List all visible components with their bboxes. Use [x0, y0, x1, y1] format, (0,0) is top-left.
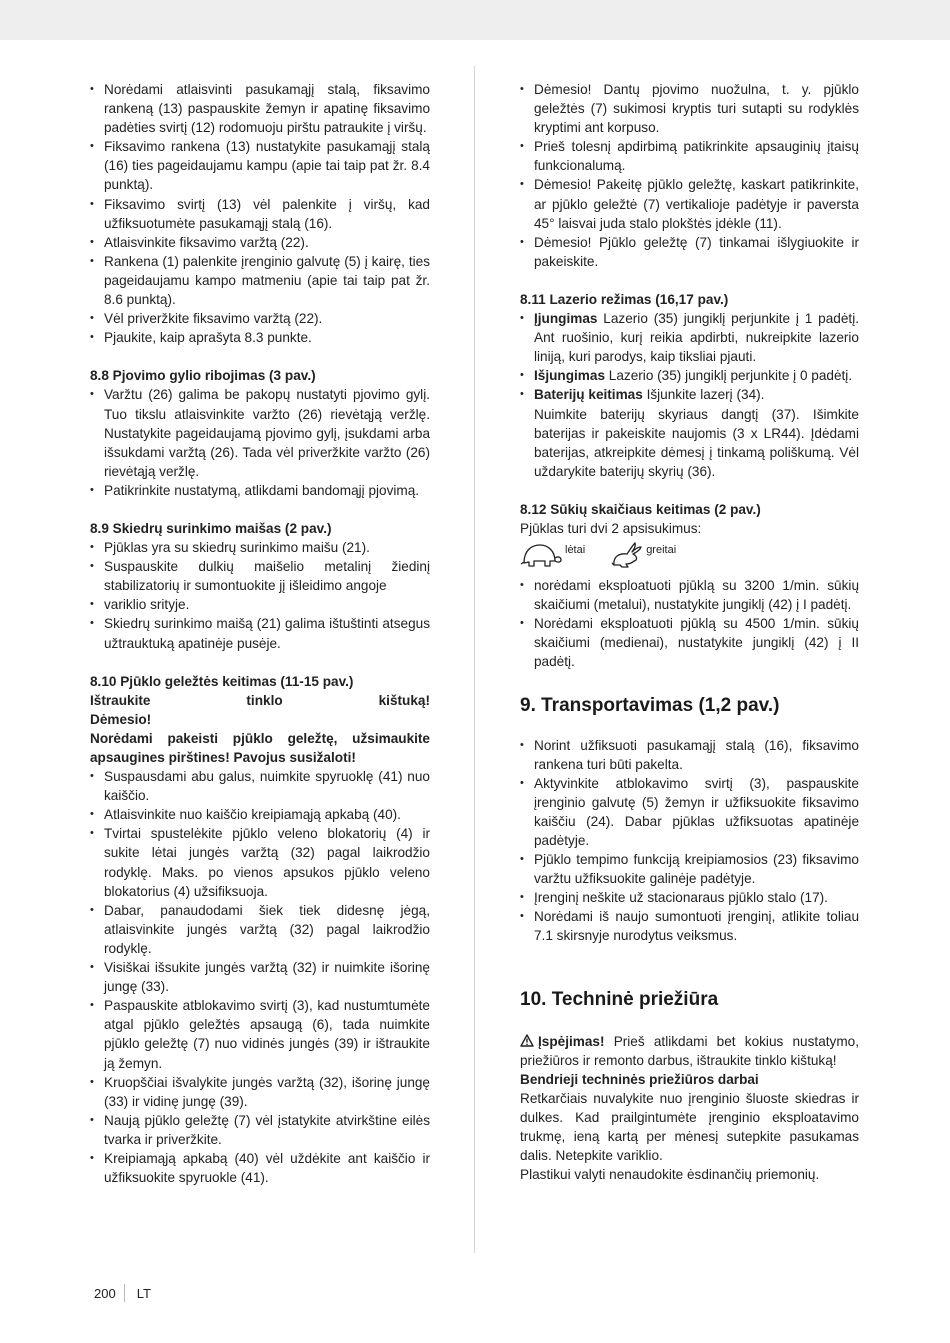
list-item	[520, 309, 859, 366]
turtle-icon	[520, 541, 562, 569]
battery-text: Išjunkite lazerį (34).	[642, 387, 765, 403]
warning-unplug: Ištraukite tinklo kištuką!	[90, 692, 430, 708]
list-item: • Varžtu (26) galima be pakopų nustatyti pjovimo gylį. Tuo tikslu atlaisvinkite varžto (26) rievėtąją veržlę. Nustatykite pageidaujamą pjovimo gylį, įsukdami arba išsukdami varžtą (26). Tada vėl priveržkite varžto (26) rievėtąją veržlę.	[90, 385, 430, 480]
warning-gloves: Norėdami pakeisti pjūklo geležtę, užsimaukite apsaugines pirštines! Pavojus susižaloti!	[90, 730, 430, 765]
section-title-8-11: 8.11 Lazerio režimas (16,17 pav.)	[520, 291, 729, 307]
list-item: • Fiksavimo rankena (13) nustatykite pasukamąjį stalą (16) ties pageidaujamu kampu (apie tai taip pat žr. 8.4 punktą).	[90, 137, 430, 194]
list-item: • Kreipiamąją apkabą (40) vėl uždėkite ant kaiščio ir užfiksuokite spyruokle (41).	[90, 1149, 430, 1187]
list-item: • norėdami eksploatuoti pjūklą su 3200 1/min. sūkių skaičiumi (metalui), nustatykite jungiklį (42) į I padėtį.	[520, 576, 859, 614]
footer-divider	[124, 1284, 125, 1302]
speed-slow	[520, 541, 585, 569]
section-title-10: 10. Techninė priežiūra	[520, 988, 719, 1010]
section-8-10-list	[90, 767, 430, 1187]
section-title-8-9: 8.9 Skiedrų surinkimo maišas (2 pav.)	[90, 520, 332, 536]
laser-off-text: Lazerio (35) jungiklį perjunkite į 0 padėtį.	[605, 368, 853, 384]
list-item: • Atlaisvinkite fiksavimo varžtą (22).	[90, 233, 430, 252]
section-title-9: 9. Transportavimas (1,2 pav.)	[520, 694, 780, 716]
blade-notes-list	[520, 80, 859, 271]
maintenance-paragraph-2: Plastikui valyti nenaudokite ėsdinančių priemonių.	[520, 1167, 820, 1183]
list-item: • Dėmesio! Pjūklo geležtę (7) tinkamai išlygiuokite ir pakeiskite.	[520, 233, 859, 271]
list-item: • Fiksavimo svirtį (13) vėl palenkite į viršų, kad užfiksuotumėte pasukamąjį stalą (16).	[90, 195, 430, 233]
right-column	[520, 80, 859, 1184]
maintenance-warning	[520, 1032, 859, 1070]
list-item: • Paspauskite atblokavimo svirtį (3), kad nustumtumėte atgal pjūklo geležtės apsaugą (6), tada nuimkite pjūklo geležtę (7) nuo vidinės jungės (39) ir ištraukite ją žemyn.	[90, 996, 430, 1072]
battery-label: Baterijų keitimas	[534, 387, 643, 403]
list-item: • Tvirtai spustelėkite pjūklo veleno blokatorių (4) ir sukite lėtai jungės varžtą (32) pagal laikrodžio rodyklę. Maks. po vienos apsukos pjūklo veleno blokatorius (4) užsifiksuoja.	[90, 824, 430, 900]
column-divider	[474, 66, 475, 1253]
list-item: • Įrenginį neškite už stacionaraus pjūklo stalo (17).	[520, 888, 859, 907]
laser-off-label: Išjungimas	[534, 368, 606, 384]
page-footer	[94, 1284, 151, 1302]
language-code: LT	[136, 1285, 151, 1301]
list-item: • Aktyvinkite atblokavimo svirtį (3), paspauskite įrenginio galvutę (5) žemyn ir užfiksuokite fiksavimo kaiščiu (24). Dabar pjūklas užfiksuotas apatinėje padėtyje.	[520, 774, 859, 850]
list-item: • Pjūklo tempimo funkciją kreipiamosios (23) fiksavimo varžtu užfiksuokite galinėje padėtyje.	[520, 850, 859, 888]
battery-text-2: Nuimkite baterijų skyriaus dangtį (37). Išimkite baterijas ir pakeiskite naujomis (3 x LR44). Įdėdami baterijas, atkreipkite dėmesį į tinkamą poliškumą. Vėl uždarykite baterijų skyrių (36).	[534, 406, 859, 479]
section-title-8-10: 8.10 Pjūklo geležtės keitimas (11-15 pav.)	[90, 673, 354, 689]
warning-triangle-icon	[520, 1034, 534, 1047]
top-header-band	[0, 0, 950, 40]
list-item: • Rankena (1) palenkite įrenginio galvutę (5) į kairę, ties pageidaujamu kampo matmeniu (apie tai taip pat žr. 8.6 punktą).	[90, 252, 430, 309]
rabbit-icon	[611, 541, 643, 569]
laser-on-text: Lazerio (35) jungiklį perjunkite į 1 padėtį. Ant ruošinio, kurį reikia apdirbti, nukreipkite lazerio liniją, kuri parodys, kaip tiksliai pjauti.	[534, 311, 859, 365]
list-item: • Visiškai išsukite jungės varžtą (32) ir nuimkite išorinę jungę (33).	[90, 958, 430, 996]
list-item: • Naują pjūklo geležtę (7) vėl įstatykite atvirkštine eilės tvarka ir priveržkite.	[90, 1111, 430, 1149]
list-item: • Prieš tolesnį apdirbimą patikrinkite apsauginių įtaisų funkcionalumą.	[520, 137, 859, 175]
list-item: • Kruopščiai išvalykite jungės varžtą (32), išorinę jungę (33) ir vidinę jungę (39).	[90, 1073, 430, 1111]
list-item: • Suspauskite dulkių maišelio metalinį žiedinį stabilizatorių ir sumontuokite jį išleidimo angoje	[90, 557, 430, 595]
section-title-8-8: 8.8 Pjovimo gylio ribojimas (3 pav.)	[90, 368, 316, 384]
speed-slow-label: lėtai	[565, 544, 586, 557]
list-item: • Skiedrų surinkimo maišą (21) galima ištuštinti atsegus užtrauktuką apatinėje pusėje.	[90, 614, 430, 652]
list-item: • Pjūklas yra su skiedrų surinkimo maišu (21).	[90, 538, 430, 557]
list-item: • Norėdami iš naujo sumontuoti įrenginį, atlikite toliau 7.1 skirsnyje nurodytus veiksmus.	[520, 907, 859, 945]
speed-icons-row	[520, 538, 859, 572]
section-8-11-list	[520, 309, 859, 481]
list-item: • Norint užfiksuoti pasukamąjį stalą (16), fiksavimo rankena turi būti pakelta.	[520, 736, 859, 774]
section-8-9-list	[90, 538, 430, 653]
list-item: • Atlaisvinkite nuo kaiščio kreipiamąją apkabą (40).	[90, 805, 430, 824]
list-item	[520, 385, 859, 480]
speed-fast-label: greitai	[646, 544, 677, 557]
list-item: • Norėdami eksploatuoti pjūklą su 4500 1/min. sūkių skaičiumi (medienai), nustatykite jungiklį (42) į II padėtį.	[520, 614, 859, 671]
warning-text: Prieš atlikdami bet kokius nustatymo, priežiūros ir remonto darbus, ištraukite tinklo kištuką!	[520, 1033, 859, 1068]
section-8-8-list	[90, 385, 430, 500]
laser-on-label: Įjungimas	[534, 311, 598, 327]
warning-label: Įspėjimas!	[538, 1033, 605, 1049]
speed-fast	[611, 541, 676, 569]
maintenance-paragraph-1: Retkarčiais nuvalykite nuo įrenginio šluoste skiedras ir dulkes. Kad prailgintumėte įrenginio eksploatavimo trukmę, ieną kartą per mėnesį sutepkite pasukamas dalis. Netepkite variklio.	[520, 1090, 859, 1164]
list-item: • Dabar, panaudodami šiek tiek didesnę jėgą, atlaisvinkite jungės varžtą (32) pagal laikrodžio rodyklę.	[90, 901, 430, 958]
list-item: • Pjaukite, kaip aprašyta 8.3 punkte.	[90, 328, 430, 347]
intro-list	[90, 80, 430, 347]
list-item: • Dėmesio! Dantų pjovimo nuožulna, t. y. pjūklo geležtės (7) sukimosi kryptis turi sutapti su rodyklės kryptimi ant korpuso.	[520, 80, 859, 137]
list-item: • Dėmesio! Pakeitę pjūklo geležtę, kaskart patikrinkite, ar pjūklo geležtė (7) vertikalioje padėtyje ir paversta 45° laisvai juda stalo plokštės įdėkle (11).	[520, 175, 859, 232]
speed-intro: Pjūklas turi dvi 2 apsisukimus:	[520, 520, 702, 536]
list-item: • Patikrinkite nustatymą, atlikdami bandomąjį pjovimą.	[90, 481, 430, 500]
list-item: • Norėdami atlaisvinti pasukamąjį stalą, fiksavimo rankeną (13) paspauskite žemyn ir apatinę fiksavimo padėties svirtį (12) rodomuoju pirštu patraukite į viršų.	[90, 80, 430, 137]
list-item: • Vėl priveržkite fiksavimo varžtą (22).	[90, 309, 430, 328]
left-column	[90, 80, 430, 1187]
section-9-list	[520, 736, 859, 946]
section-title-8-12: 8.12 Sūkių skaičiaus keitimas (2 pav.)	[520, 501, 761, 517]
section-8-12-list	[520, 576, 859, 671]
list-item: • Suspausdami abu galus, nuimkite spyruoklę (41) nuo kaiščio.	[90, 767, 430, 805]
list-item	[520, 366, 859, 385]
warning-attention: Dėmesio!	[90, 711, 152, 727]
list-item: • variklio srityje.	[90, 595, 430, 614]
maintenance-subtitle: Bendrieji techninės priežiūros darbai	[520, 1071, 759, 1087]
page-number: 200	[94, 1285, 116, 1301]
